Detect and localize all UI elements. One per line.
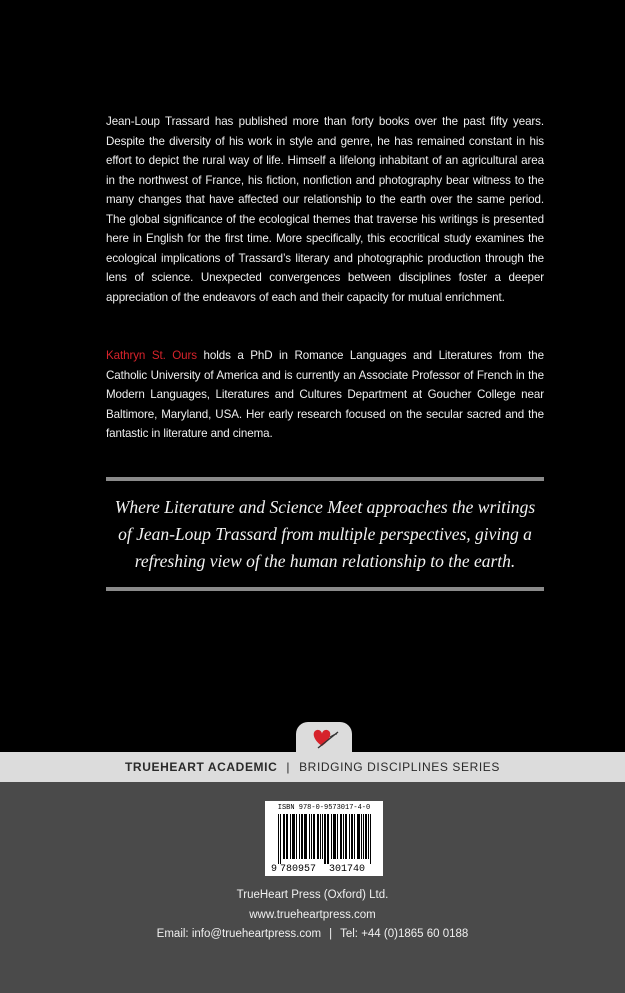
barcode-bar — [311, 814, 312, 859]
barcode-bar — [327, 814, 328, 864]
barcode-bar — [333, 814, 334, 859]
publisher-phone: Tel: +44 (0)1865 60 0188 — [340, 928, 469, 940]
barcode-bar — [299, 814, 300, 859]
barcode-bar — [278, 814, 279, 864]
barcode-bar — [293, 814, 294, 859]
barcode-bar — [318, 814, 319, 859]
isbn-barcode — [265, 801, 383, 876]
publisher-logo-tab — [296, 722, 352, 756]
barcode-bar — [331, 814, 332, 859]
publisher-contact — [0, 928, 625, 940]
series-band — [0, 752, 625, 782]
barcode-bar — [290, 814, 291, 859]
barcode-bar — [302, 814, 303, 859]
barcode-bar — [317, 814, 318, 859]
barcode-bar — [296, 814, 297, 859]
barcode-bar — [280, 814, 281, 864]
barcode-bar — [309, 814, 310, 859]
barcode-bar — [284, 814, 285, 859]
quote-top-rule — [106, 477, 544, 481]
quote-bottom-rule — [106, 587, 544, 591]
isbn-label: ISBN 978-0-9573017-4-0 — [277, 804, 371, 812]
barcode-bar — [343, 814, 344, 859]
barcode-bar — [361, 814, 362, 859]
barcode-bar — [357, 814, 358, 859]
barcode-bar — [345, 814, 346, 859]
barcode-bar — [314, 814, 315, 859]
barcode-bar — [320, 814, 321, 859]
author-bio-text: holds a PhD in Romance Languages and Literatures from the Catholic University of America and is currently an Associate Professor of French in the Modern Languages, Literatures and Cultures Department at Goucher College near Baltimore, Maryland, USA. Her early research focused on the secular sacred and the fantastic in literature and cinema. — [106, 349, 544, 440]
series-label: BRIDGING DISCIPLINES SERIES — [299, 760, 500, 774]
author-bio — [106, 346, 544, 444]
barcode-bar — [313, 814, 314, 859]
contact-separator: | — [329, 928, 333, 940]
barcode-bar — [322, 814, 323, 859]
barcode-bar — [337, 814, 338, 859]
barcode-bar — [324, 814, 325, 864]
barcode-bar — [370, 814, 371, 864]
barcode-bar — [301, 814, 302, 859]
author-name: Kathryn St. Ours — [106, 349, 197, 362]
barcode-bar — [354, 814, 355, 859]
barcode-bar — [346, 814, 347, 859]
barcode-bar — [358, 814, 359, 859]
heart-with-pen-icon — [296, 722, 352, 756]
barcode-bar — [340, 814, 341, 859]
barcode-bar — [294, 814, 295, 859]
barcode-digits-right: 301740 — [328, 864, 366, 875]
barcode-bar — [349, 814, 350, 859]
barcode-bar — [363, 814, 364, 859]
barcode-digit-prefix: 9 — [271, 864, 278, 875]
book-description: Jean-Loup Trassard has published more than forty books over the past fifty years. Despite the diversity of his work in style and genre, he has remained constant in his effort to depict the rural way of life. Himself a lifelong inhabitant of an agricultural area in the northwest of France, his fiction, nonfiction and photography bear witness to the many changes that have affected our relationship to the earth over the same period. The global significance of the ecological themes that traverse his writings is presented here in English for the first time. More specifically, this ecocritical study examines the ecological implications of Trassard’s literary and photographic production through the lens of science. Unexpected convergences between disciplines foster a deeper appreciation of the endeavors of each and their capacity for mutual enrichment. — [106, 115, 544, 304]
barcode-digits-left: 780957 — [279, 864, 317, 875]
barcode-bar — [351, 814, 352, 859]
barcode-bar — [368, 814, 369, 859]
barcode-graphic — [265, 801, 383, 876]
series-separator: | — [286, 760, 291, 774]
barcode-bar — [366, 814, 367, 859]
barcode-bar — [292, 814, 293, 859]
barcode-bar — [287, 814, 288, 859]
pull-quote: Where Literature and Science Meet approaches the writings of Jean-Loup Trassard from multiple perspectives, giving a refreshing view of the human relationship to the earth. — [114, 497, 536, 571]
publisher-email: Email: info@trueheartpress.com — [156, 928, 322, 940]
barcode-bar — [365, 814, 366, 859]
barcode-bar — [286, 814, 287, 859]
barcode-bar — [359, 814, 360, 859]
barcode-bar — [328, 814, 329, 864]
imprint-label: TRUEHEART ACADEMIC — [125, 760, 278, 774]
barcode-bar — [283, 814, 284, 859]
publisher-website: www.trueheartpress.com — [249, 909, 376, 921]
barcode-bar — [305, 814, 306, 859]
barcode-bar — [341, 814, 342, 859]
barcode-bar — [334, 814, 335, 859]
barcode-bar — [352, 814, 353, 859]
publisher-name: TrueHeart Press (Oxford) Ltd. — [236, 889, 389, 901]
barcode-bar — [304, 814, 305, 859]
barcode-bar — [325, 814, 326, 864]
barcode-bar — [335, 814, 336, 859]
barcode-bar — [306, 814, 307, 859]
